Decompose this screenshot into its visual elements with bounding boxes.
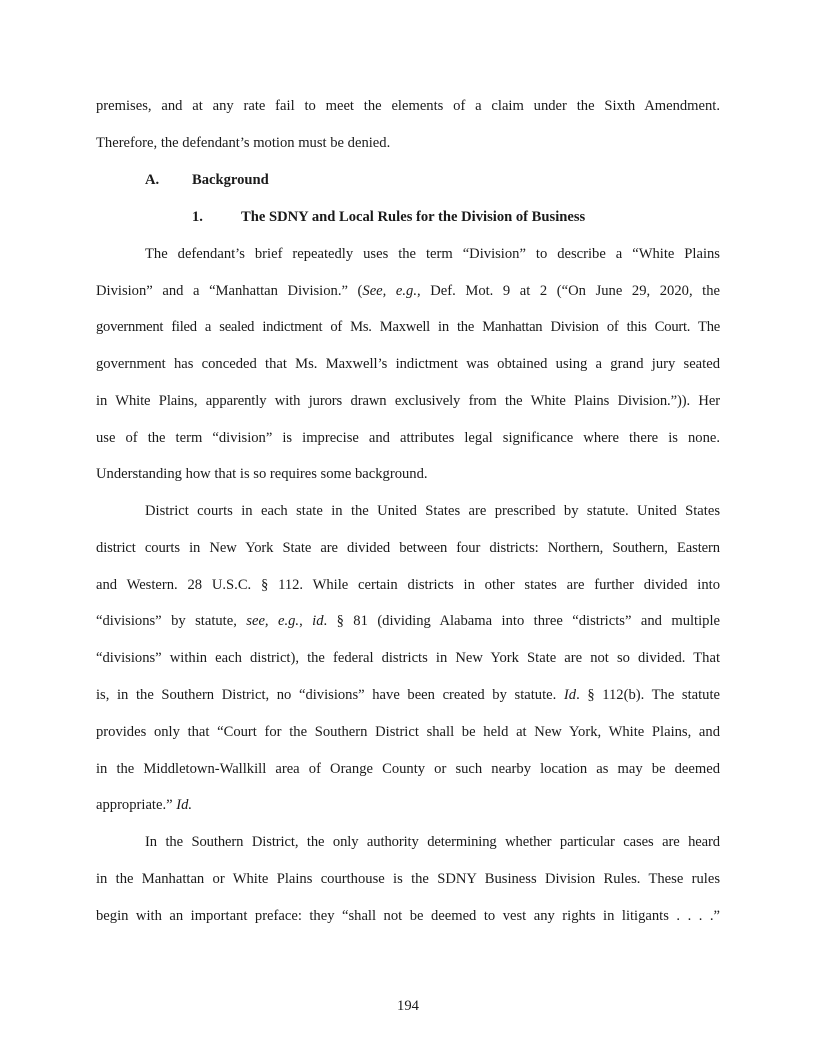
body-line [96,796,720,814]
body-line: in the Manhattan or White Plains courthouse is the SDNY Business Division Rules. These rules [96,871,720,887]
body-line: provides only that “Court for the Southern District shall be held at New York, White Plains, and [96,724,720,740]
body-line: Therefore, the defendant’s motion must be denied. [96,135,391,151]
citation-signal: see, e.g. [246,613,300,629]
citation-signal: See, e.g. [362,283,417,299]
text-run: Division” and a “Manhattan Division.” ( [96,283,363,299]
body-line: district courts in New York State are divided between four districts: Northern, Southern, Eastern [96,540,720,556]
heading-label: 1. [192,209,203,225]
body-line: Understanding how that is so requires some background. [96,466,428,482]
heading-label: A. [145,172,160,188]
body-line: government filed a sealed indictment of Ms. Maxwell in the Manhattan Division of this Court. The [96,319,720,335]
text-run: “divisions” by statute, [96,613,247,629]
body-line: government has conceded that Ms. Maxwell’s indictment was obtained using a grand jury seated [96,356,720,372]
body-line [96,282,720,300]
text-run: , [299,613,313,629]
body-line: District courts in each state in the United States are prescribed by statute. United States [145,503,720,519]
heading-text: The SDNY and Local Rules for the Division of Business [241,209,586,225]
body-line: The defendant’s brief repeatedly uses the term “Division” to describe a “White Plains [145,246,720,262]
body-line: in the Middletown-Wallkill area of Orange County or such nearby location as may be deemed [96,761,720,777]
body-line: premises, and at any rate fail to meet the elements of a claim under the Sixth Amendment. [96,98,720,114]
body-line [96,686,720,704]
citation-signal: Id. [176,797,193,813]
text-run: , Def. Mot. 9 at 2 (“On June 29, 2020, the [416,283,721,299]
body-line: begin with an important preface: they “shall not be deemed to vest any rights in litigants . . . .” [96,908,720,924]
body-line: in White Plains, apparently with jurors drawn exclusively from the White Plains Division.”)). Her [96,393,720,409]
body-line: “divisions” within each district), the federal districts in New York State are not so divided. That [96,650,720,666]
body-line: In the Southern District, the only authority determining whether particular cases are heard [145,834,720,850]
body-line: use of the term “division” is imprecise and attributes legal significance where there is none. [96,430,720,446]
heading-text: Background [192,172,269,188]
text-run: appropriate.” [96,797,177,813]
text-run: . § 112(b). The statute [576,687,721,703]
body-line [96,612,720,630]
text-run: . § 81 (dividing Alabama into three “districts” and multiple [323,613,720,629]
text-run: is, in the Southern District, no “divisions” have been created by statute. [96,687,564,703]
citation-signal: id [312,613,324,629]
page-number: 194 [397,998,419,1014]
body-line: and Western. 28 U.S.C. § 112. While certain districts in other states are further divided into [96,577,720,593]
citation-signal: Id [563,687,577,703]
